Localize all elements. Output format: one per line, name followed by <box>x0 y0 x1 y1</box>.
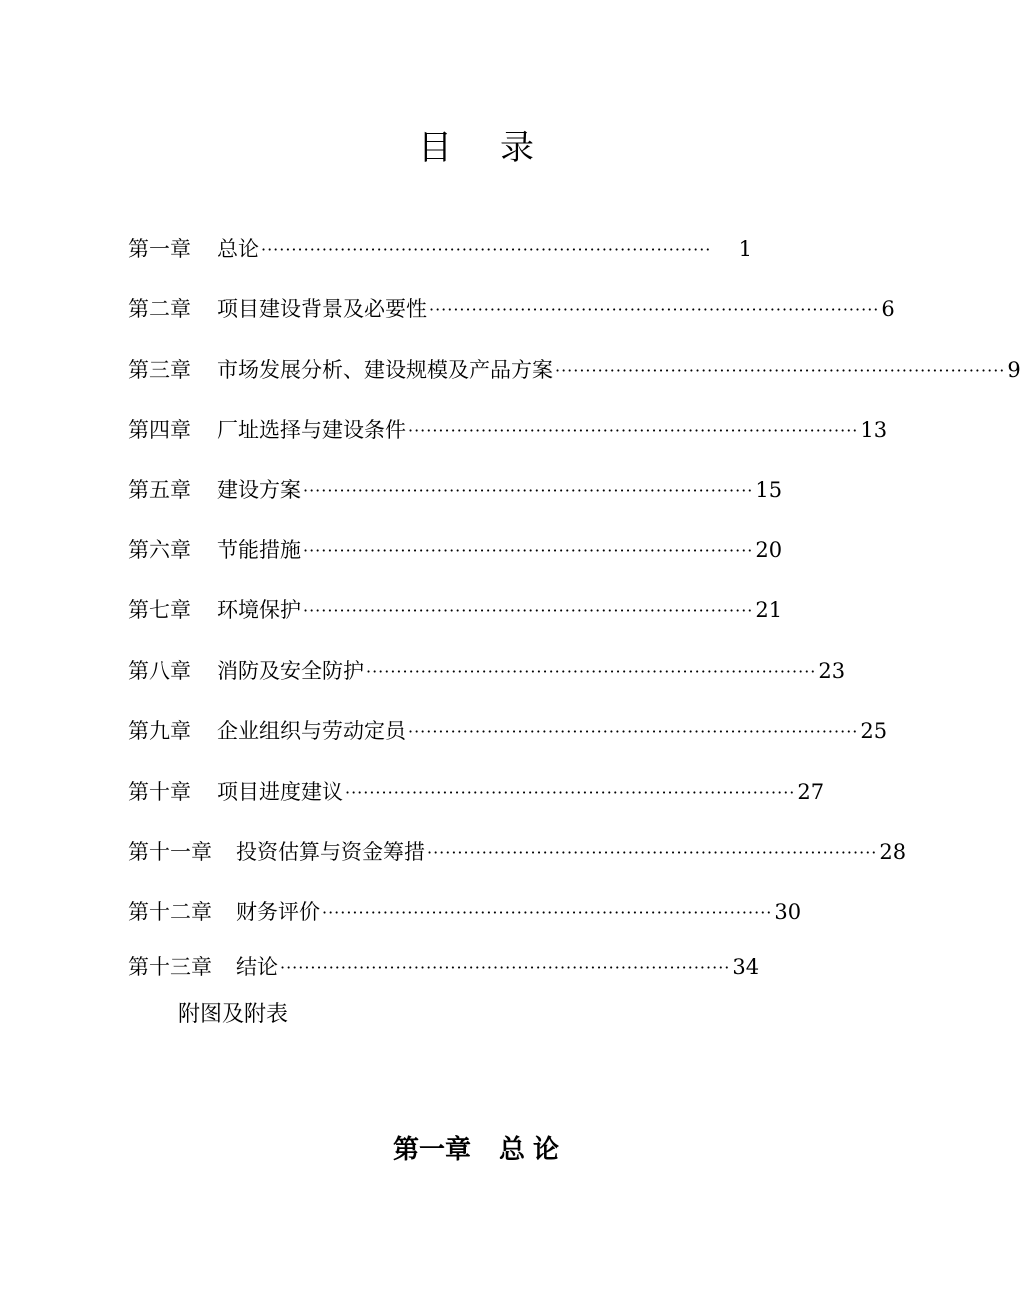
toc-page-number: 30 <box>774 900 802 924</box>
toc-leader-dots: ·········································································· <box>322 903 773 922</box>
toc-page-number: 15 <box>755 478 783 502</box>
chapter-heading <box>0 1130 952 1170</box>
toc-chapter-title: 节能措施 <box>217 538 301 562</box>
toc-entry-1[interactable] <box>128 233 752 265</box>
toc-chapter-title: 结论 <box>236 955 278 979</box>
toc-entry-12[interactable] <box>128 896 802 928</box>
toc-title <box>0 124 952 172</box>
toc-page-number: 25 <box>860 719 888 743</box>
toc-page-number: 27 <box>797 780 825 804</box>
toc-entry-3[interactable] <box>128 354 1021 386</box>
toc-chapter-title: 项目建设背景及必要性 <box>217 297 427 321</box>
toc-entry-11[interactable] <box>128 836 907 868</box>
toc-chapter-number: 第十章 <box>128 780 191 804</box>
toc-page-number: 28 <box>879 840 907 864</box>
toc-chapter-title: 项目进度建议 <box>217 780 343 804</box>
toc-title-char-2: 录 <box>500 128 534 168</box>
toc-chapter-number: 第十二章 <box>128 900 212 924</box>
toc-page-number: 20 <box>755 538 783 562</box>
toc-chapter-number: 第九章 <box>128 719 191 743</box>
toc-chapter-number: 第十三章 <box>128 955 212 979</box>
toc-leader-dots: ·········································································· <box>280 958 731 977</box>
toc-chapter-title: 企业组织与劳动定员 <box>217 719 406 743</box>
toc-entry-9[interactable] <box>128 715 888 747</box>
toc-leader-dots: ·········································································· <box>303 601 754 620</box>
toc-chapter-number: 第十一章 <box>128 840 212 864</box>
toc-page-number: 6 <box>881 297 895 321</box>
toc-leader-dots: ·········································································· <box>429 300 880 319</box>
chapter-heading-number: 第一章 <box>392 1135 471 1165</box>
toc-page-number: 1 <box>738 237 752 261</box>
toc-entry-10[interactable] <box>128 776 825 808</box>
toc-chapter-title: 投资估算与资金筹措 <box>236 840 425 864</box>
toc-entry-5[interactable] <box>128 474 783 506</box>
toc-leader-dots: ·········································································· <box>555 361 1006 380</box>
toc-chapter-number: 第五章 <box>128 478 191 502</box>
toc-chapter-number: 第二章 <box>128 297 191 321</box>
toc-leader-dots: ·········································································· <box>345 783 796 802</box>
toc-leader-dots: ·········································································· <box>303 481 754 500</box>
toc-chapter-title: 厂址选择与建设条件 <box>217 418 406 442</box>
toc-leader-dots: ·········································································· <box>408 421 859 440</box>
toc-chapter-title: 建设方案 <box>217 478 301 502</box>
toc-chapter-title: 总论 <box>217 237 259 261</box>
toc-leader-dots: ·········································································· <box>408 722 859 741</box>
chapter-heading-title-char-1: 总 <box>498 1135 525 1165</box>
toc-chapter-number: 第八章 <box>128 659 191 683</box>
toc-entry-8[interactable] <box>128 655 846 687</box>
toc-page-number: 23 <box>818 659 846 683</box>
toc-leader-dots: ·········································································· <box>366 662 817 681</box>
toc-appendix-entry[interactable]: 附图及附表 <box>178 1002 289 1027</box>
toc-chapter-title: 市场发展分析、建设规模及产品方案 <box>217 358 553 382</box>
chapter-heading-title-char-2: 论 <box>533 1135 560 1165</box>
toc-chapter-number: 第六章 <box>128 538 191 562</box>
toc-page-number: 21 <box>755 598 783 622</box>
toc-entry-2[interactable] <box>128 293 895 325</box>
toc-page-number: 9 <box>1007 358 1021 382</box>
toc-leader-dots: ·········································································· <box>261 240 712 259</box>
toc-chapter-number: 第三章 <box>128 358 191 382</box>
toc-entry-4[interactable] <box>128 414 888 446</box>
toc-entry-7[interactable] <box>128 594 783 626</box>
toc-page-number: 13 <box>860 418 888 442</box>
toc-entry-6[interactable] <box>128 534 783 566</box>
toc-title-char-1: 目 <box>418 128 452 168</box>
toc-chapter-number: 第七章 <box>128 598 191 622</box>
toc-chapter-number: 第四章 <box>128 418 191 442</box>
toc-leader-dots: ·········································································· <box>427 843 878 862</box>
toc-leader-dots: ·········································································· <box>303 541 754 560</box>
toc-chapter-title: 消防及安全防护 <box>217 659 364 683</box>
toc-page-number: 34 <box>732 955 760 979</box>
toc-chapter-number: 第一章 <box>128 237 191 261</box>
toc-entry-13[interactable] <box>128 951 760 983</box>
toc-chapter-title: 环境保护 <box>217 598 301 622</box>
toc-chapter-title: 财务评价 <box>236 900 320 924</box>
